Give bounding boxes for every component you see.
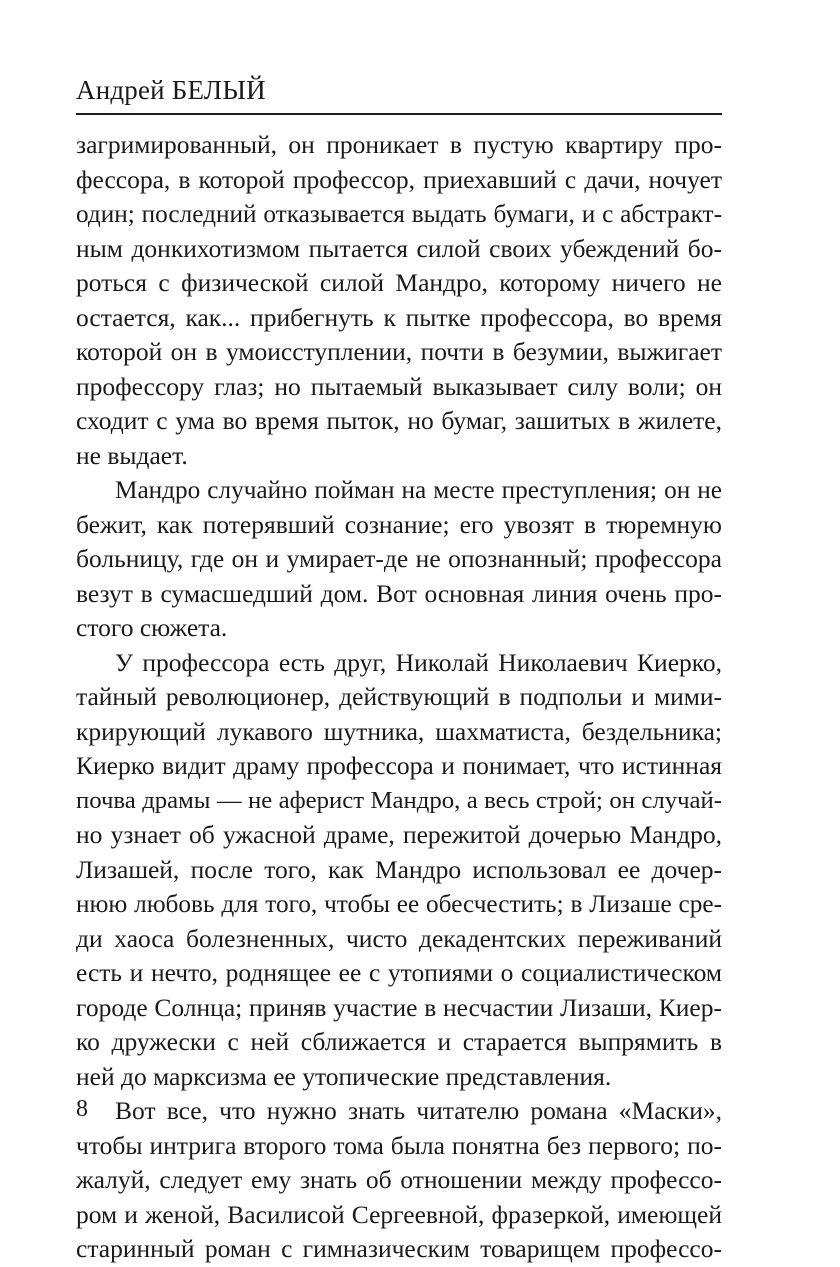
text-line: нюю любовь для того, чтобы ее обесчестить; в Лизаше сре-	[76, 890, 722, 918]
text-line: загримированный, он проникает в пустую квартиру про-	[76, 130, 722, 159]
running-head: Андрей БЕЛЫЙ	[76, 75, 266, 105]
text-line: роться с физической силой Мандро, которому ничего не	[76, 268, 722, 297]
paragraph	[76, 128, 722, 473]
text-line: ным донкихотизмом пытается силой своих убеждений бо-	[76, 233, 722, 263]
text-line: которой он в умоисступлении, почти в безумии, выжигает	[76, 337, 722, 366]
page-number: 8	[76, 1096, 88, 1122]
text-line: У профессора есть друг, Николай Николаевич Киерко,	[115, 647, 722, 677]
text-line: Мандро случайно пойман на месте преступления; он не	[115, 476, 722, 504]
text-line: Лизашей, после того, как Мандро использовал ее дочер-	[76, 854, 722, 884]
text-line: старинный роман с гимназическим товарищем профессо-	[76, 1234, 722, 1263]
paragraph	[76, 473, 722, 646]
text-line: бежит, как потерявший сознание; его увозят в тюремную	[76, 509, 722, 539]
text-line: чтобы интрига второго тома была понятна без первого; по-	[76, 1130, 722, 1160]
text-line: больницу, где он и умирает-де не опознанный; профессора	[76, 544, 722, 573]
text-line: крирующий лукавого шутника, шахматиста, бездельника;	[76, 716, 722, 746]
text-line: ней до марксизма ее утопические представления.	[76, 1061, 612, 1091]
text-line: Вот все, что нужно знать читателю романа «Маски»,	[115, 1096, 722, 1125]
text-line: профессору глаз; но пытаемый выказывает силу воли; он	[76, 371, 722, 401]
text-line: но узнает об ужасной драме, пережитой дочерью Мандро,	[76, 820, 722, 849]
text-line: ром и женой, Василисой Сергеевной, фразеркой, имеющей	[76, 1199, 722, 1229]
text-line: не выдает.	[76, 440, 188, 470]
text-line: везут в сумасшедший дом. Вот основная линия очень про-	[76, 578, 722, 608]
text-line: фессора, в которой профессор, приехавший с дачи, ночует	[76, 164, 722, 194]
paragraph	[76, 1094, 722, 1267]
text-line: ди хаоса болезненных, чисто декадентских переживаний	[76, 923, 722, 953]
text-line: Киерко видит драму профессора и понимает, что истинная	[76, 751, 722, 780]
text-line: есть и нечто, роднящее ее с утопиями о социалистическом	[76, 958, 722, 987]
text-line: жалуй, следует ему знать об отношении между профессо-	[76, 1165, 722, 1194]
text-line: городе Солнца; приняв участие в несчастии Лизаши, Киер-	[76, 992, 722, 1022]
paragraph	[76, 646, 722, 1095]
text-line: один; последний отказывается выдать бумаги, и с абстракт-	[76, 200, 722, 228]
body-text	[76, 128, 722, 1267]
text-line: сходит с ума во время пыток, но бумаг, зашитых в жилете,	[76, 406, 722, 435]
header-rule	[76, 113, 722, 115]
text-line: остается, как... прибегнуть к пытке профессора, во время	[76, 302, 722, 332]
text-line: тайный революционер, действующий в подпольи и мими-	[76, 682, 722, 711]
text-line: почва драмы — не аферист Мандро, а весь строй; он случай-	[76, 786, 722, 814]
text-line: стого сюжета.	[76, 613, 228, 642]
text-line: ко дружески с ней сближается и старается выпрямить в	[76, 1027, 722, 1056]
